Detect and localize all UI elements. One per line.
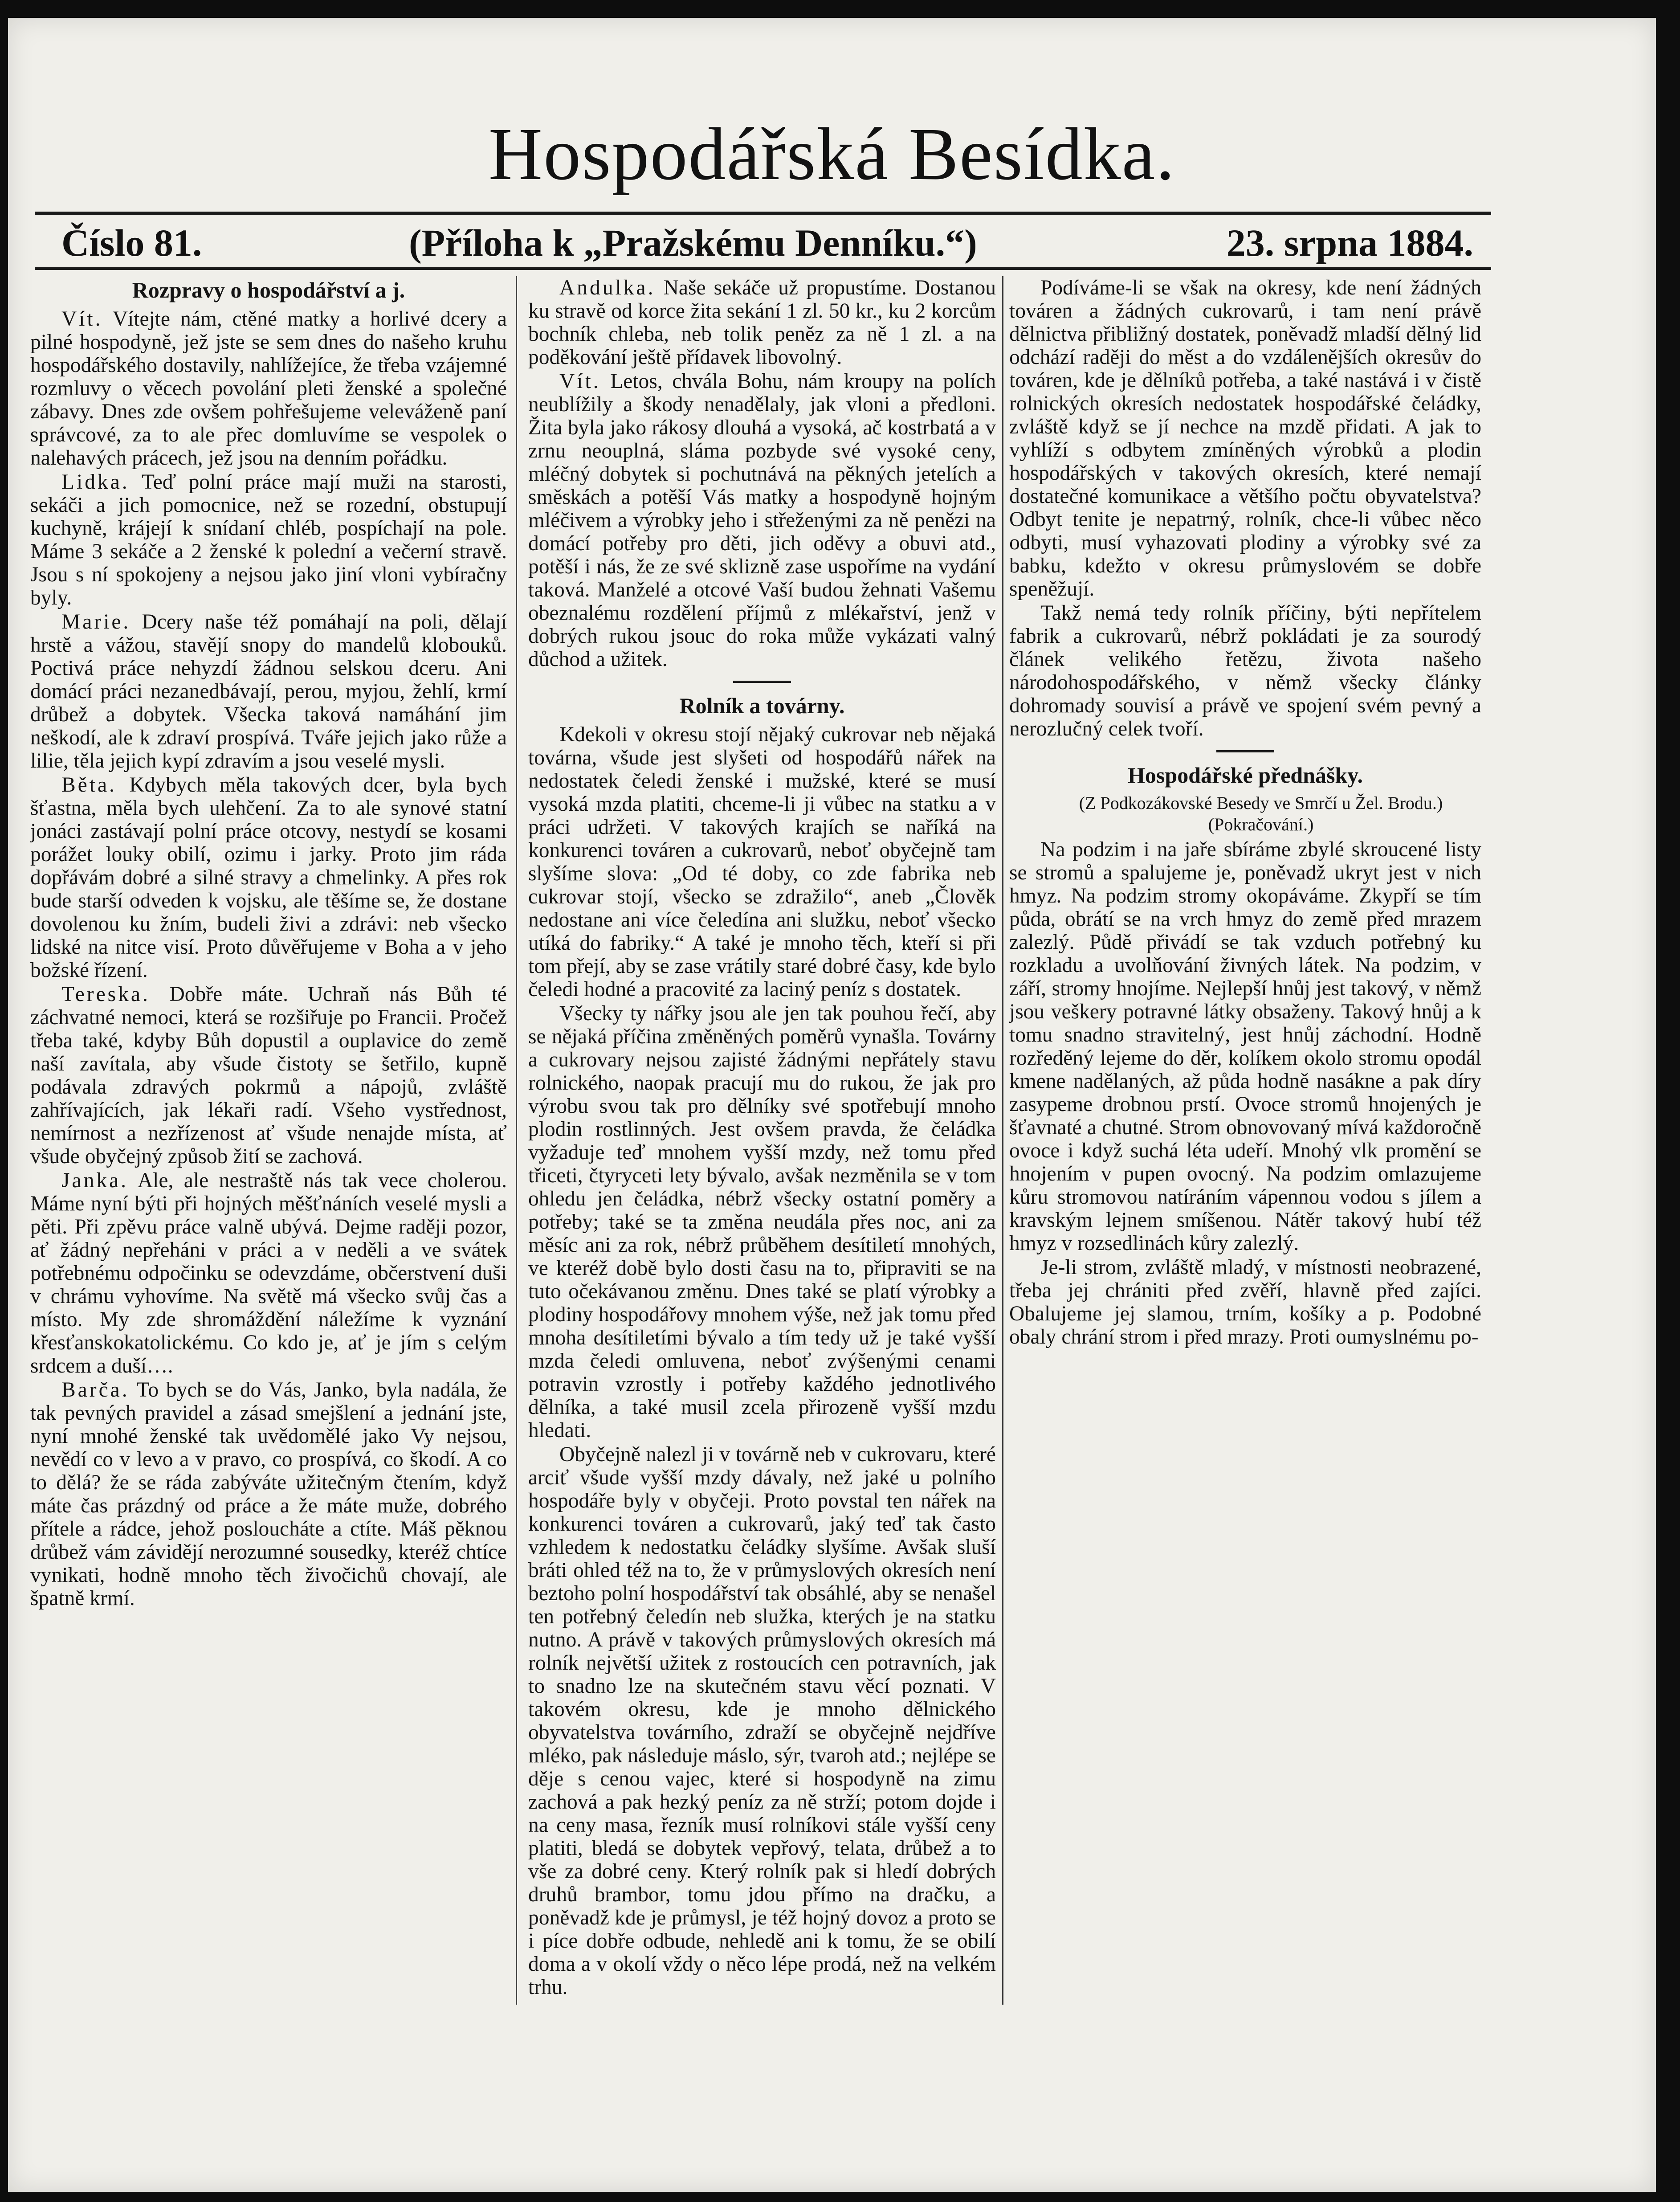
dialogue-text: Dcery naše též pomáhají na poli, dělají hrstě a vážou, stavějí snopy do mandelů klobouků. Poctivá práce nehyzdí žádnou selskou dceru. Ani domácí práci nezanedbávají, perou, myjou, žehlí, krmí drůbež a dobytek. Všecka taková namáhání jim neškodí, ale k zdraví prospívá. Tváře jejich jako růže a lilie, těla jejich kypí zdravím a jsou veselé mysli. — [30, 610, 507, 772]
dialogue-paragraph — [30, 983, 507, 1168]
dialogue-text: Ale, ale nestraště nás tak vece cholerou. Máme nyní býti při hojných měšťnáních veselé mysli a pěti. Při zpěvu práce valně ubývá. Dejme raději pozor, ať žádný nepřeháni v práci a v neděli a ve svátek potřebnému odpočinku se odevzdáme, občerstvení duši v chrámu vyhovíme. Na světě má všecko svůj čas a místo. My zde shromáždění náležíme k vyznání křesťanskokatolickému. Co kdo je, ať je jím s celým srdcem a duší…. — [30, 1169, 507, 1377]
article-source-note: (Z Podkozákovské Besedy ve Smrčí u Žel. Brodu.) — [1079, 793, 1443, 813]
article-separator — [1216, 750, 1274, 752]
article-paragraph: Podíváme-li se však na okresy, kde není žádných továren a žádných cukrovarů, i tam není právě dělnictva přibližný dostatek, poněvadž mladší dělný lid odchází raději do měst a do vzdálenějších okresův do továren, kde je dělníků potřeba, a také nastává i v čistě rolnických okresích nedostatek hospodářské čeládky, zvláště když se jí nechce na mzdě přidati. A jak to vyhlíží s odbytem zmíněných výrobků a plodin hospodářských v takových okresích, které nemají dostatečné komunikace a většího počtu obyvatelstva? Odbyt tenite je nepatrný, rolník, chce-li vůbec něco odbyti, musí vyhazovati plodiny a výrobky své za babku, kdežto v okresu průmyslovém se dobře speněžují. — [1009, 276, 1481, 601]
article-title-rozpravy: Rozpravy o hospodářství a j. — [132, 278, 405, 302]
dialogue-paragraph — [30, 1378, 507, 1610]
speaker-name: Běta. — [61, 773, 117, 797]
column-1 — [30, 276, 507, 2005]
article-separator — [733, 681, 791, 683]
speaker-name: Lidka. — [61, 470, 130, 494]
speaker-name: Janka. — [61, 1169, 129, 1192]
dialogue-text: Naše sekáče už propustíme. Dostanou ku stravě od korce žita sekání 1 zl. 50 kr., ku 2 korcům bochník chleba, neb tolik peněz za ně 1 zl. a na poděkování ještě přídavek libovolný. — [528, 276, 996, 369]
masthead-rule-top — [35, 212, 1491, 215]
article-title-prednasky: Hospodářské přednášky. — [1128, 763, 1363, 788]
issue-number: Číslo 81. — [61, 221, 202, 264]
article-paragraph: Na podzim i na jaře sbíráme zbylé skroucené listy se stromů a spalujeme je, poněvadž ukryt jest v nich hmyz. Na podzim stromy okopáváme. Zkypří se tím půda, obrátí se na vrch hmyz do země před mrazem zalezlý. Půdě přivádí se tak vzduch potřebný ku rozkladu a uvolňování živných látek. Na podzim, v září, stromy hnojíme. Nejlepší hnůj jest takový, v němž jsou veškery potravné látky obsaženy. Takový hnůj a k tomu snadno stravitelný, jest hnůj záchodní. Hodně rozředěný lejeme do děr, kolíkem okolo stromu opodál kmene nadělaných, až půda hodně nasákne a pak díry zasypeme drobnou prstí. Ovoce stromů hnojených je šťavnaté a chutné. Strom obnovovaný mívá každoročně ovoce i když suchá léta udeří. Mnohý vlk promění se hnojením v pupen ovocný. Na podzim omlazujeme kůru stromovou natíráním vápennou vodou s jílem a kravským lejnem smíšenou. Nátěr takový hubí též hmyz v rozsedlinách kůry zalezlý. — [1009, 838, 1481, 1255]
article-title-rolnik: Rolník a továrny. — [679, 693, 845, 718]
column-divider — [516, 276, 517, 2005]
dialogue-paragraph — [30, 1169, 507, 1377]
masthead-title: Hospodářská Besídka. — [488, 113, 1176, 196]
dialogue-text: To bych se do Vás, Janko, byla nadála, že tak pevných pravidel a zásad smejšlení a jednání jste, nyní mnohé ženské tak uvědomělé jako Vy nejsou, nevědí co v levo a v pravo, co prospívá, co škodí. A co to dělá? že se ráda zabýváte užitečným čtením, když máte čas prázdný od práce a že máte muže, dobrého přítele a rádce, jehož posloucháte a ctíte. Máš pěknou drůbež vám závidějí nerozumné sousedky, kteréž chtíce vynikati, hodně mnoho těch živočichů chovají, ale špatně krmí. — [30, 1378, 507, 1610]
issue-line — [61, 221, 1473, 270]
article-continuation-note: (Pokračování.) — [1208, 814, 1314, 834]
speaker-name: Vít. — [559, 370, 601, 393]
speaker-name: Andulka. — [559, 276, 656, 299]
dialogue-paragraph — [528, 370, 996, 671]
masthead-rule-bottom — [35, 267, 1491, 270]
dialogue-text: Dobře máte. Uchraň nás Bůh té záchvatné nemoci, která se rozšiřuje po Francii. Pročež třeba také, kdyby Bůh dopustil a ouplavice do země naší zavítala, aby všude čistoty se šetřilo, kupně podávala zdravých pokrmů a nápojů, zvláště zahřívajících, jak lékaři radí. Všeho vystřednost, nemírnost a nezřízenost ať všude nenajde místa, ať všude obyčejný způsob žití se zachová. — [30, 983, 507, 1168]
issue-date: 23. srpna 1884. — [1226, 221, 1473, 264]
article-paragraph: Obyčejně nalezl ji v továrně neb v cukrovaru, které arciť všude vyšší mzdy dávaly, než jaké u polního hospodáře byly v obyčeji. Proto povstal ten nářek na konkurenci továren a cukrovarů, jaký teď tak často vzhledem k nedostatku čeládky slyšíme. Avšak sluší bráti ohled též na to, že v průmyslových okresích není beztoho polní hospodářství tak obsáhlé, aby se nenašel ten potřebný čeledín neb služka, kterých je na statku nutno. A právě v takových průmyslových okresích má rolník největší užitek z rostoucích cen potravních, jak to snadno lze na skutečném stavu věcí poznati. V takovém okresu, kde je mnoho dělnického obyvatelstva továrního, zdraží se obyčejně nejdříve mléko, pak následuje máslo, sýr, tvaroh atd.; nejlépe se děje s cenou vajec, které si hospodyně na zimu zachová a pak hezký peníz za ně strží; potom dojde i na ceny masa, řezník musí rolníkovi stále vyšší ceny platiti, bledá se dobytek vepřový, telata, drůbež a to vše za dobré ceny. Který rolník pak si hledí dobrých druhů brambor, tomu jdou přímo na dračku, a poněvadž kde je průmysl, je též hojný dovoz a proto se i píce dobře odbude, nehledě ani k tomu, že se obilí doma a v okolí vždy o něco lépe prodá, než na velkém trhu. — [528, 1443, 996, 1999]
article-paragraph: Takž nemá tedy rolník příčiny, býti nepřítelem fabrik a cukrovarů, nébrž pokládati je za sourodý článek velikého řetězu, života našeho národohospodářského, v němž všecky články dohromady souvisí a právě ve spojení svém pevný a nerozlučný celek tvoří. — [1009, 601, 1481, 740]
column-divider — [1002, 276, 1003, 2005]
dialogue-paragraph — [528, 276, 996, 369]
dialogue-text: Teď polní práce mají muži na starosti, sekáči a jich pomocnice, než se rozední, obstupují kuchyně, krájejí k snídaní chléb, pospíchají na pole. Máme 3 sekáče a 2 ženské k polední a večerní stravě. Jsou s ní spokojeny a nejsou jako jiní vloni vybíračny byly. — [30, 470, 507, 609]
dialogue-text: Letos, chvála Bohu, nám kroupy na polích neublížily a škody nenadělaly, jak vloni a předloni. Žita byla jako rákosy dlouhá a vysoká, ač kostrbatá a v zrnu neouplná, sláma pozbyde své vysoké ceny, mléčný dobytek si pochutnává na pěkných jetelích a směskách a potěší Vás matky a hospodyně hojným mléčivem a výrobky jeho i střeženými za ně penězi na domácí potřeby pro děti, jich oděvy a obuvi atd., potěší i nás, že ze své sklizně zase uspoříme na vydání taková. Manželé a otcové Vaší budou žehnati Vašemu obeznalému rozdělení příjmů z mlékařství, jenž v dobrých rukou jsouc do roka může vykázati valný důchod a užitek. — [528, 370, 996, 671]
newspaper-page — [8, 18, 1656, 2192]
dialogue-paragraph — [30, 610, 507, 772]
dialogue-text: Vítejte nám, ctěné matky a horlivé dcery a pilné hospodyně, jež jste se sem dnes do našeho kruhu hospodářského dostavily, nahlížejíce, že třeba vzájemné rozmluvy o věcech povolání pleti ženské a společné zábavy. Dnes zde ovšem pohřešujeme veleváženě paní správcové, za to ale přec domluvíme se vespolek o nalehavých prácech, jež jsou na denním pořádku. — [30, 307, 507, 470]
dialogue-paragraph — [30, 307, 507, 470]
column-2 — [528, 276, 996, 2005]
dialogue-text: Kdybych měla takových dcer, byla bych šťastna, měla bych ulehčení. Za to ale synové statní jonáci zastávají polní práce otcovy, nestydí se kosami porážet louky obilí, ozimu i jarky. Proto jim ráda dopřávám dobré a silné stravy a chmelinky. A přes rok bude starší odveden k vojsku, ale těšíme se, že dostane dovolenou ku žním, budeli živi a zdrávi: neb všecko lidské na nitce visí. Proto důvěřujeme v Boha a v jeho božské řízení. — [30, 773, 507, 982]
speaker-name: Barča. — [61, 1378, 130, 1401]
article-paragraph: Kdekoli v okresu stojí nějaký cukrovar neb nějaká továrna, všude jest slyšeti od hospodářů nářek na nedostatek čeledi ženské i mužské, které se musí vysoká mzda platiti, chceme-li ji vůbec na statku a v práci udržeti. V takových krajích se naříká na konkurenci továren a cukrovarů, neboť obyčejně tam slyšíme slova: „Od té doby, co zde fabrika neb cukrovar stojí, všecko se zdražilo“, aneb „Člověk nedostane ani více čeledína ani služku, neboť všecko utíká do fabriky.“ A také je mnoho těch, kteří si při tom přejí, aby se zase vrátily staré dobré časy, kde bylo čeledi hodné a pracovité za laciný peníz s dostatek. — [528, 723, 996, 1001]
column-3 — [1009, 276, 1481, 2005]
speaker-name: Marie. — [61, 610, 131, 633]
issue-subtitle: (Příloha k „Pražskému Denníku.“) — [409, 221, 977, 264]
article-paragraph: Všecky ty nářky jsou ale jen tak pouhou řečí, aby se nějaká příčina změněných poměrů vynašla. Továrny a cukrovary nejsou zajisté žádnými nepřátely stavu rolnického, naopak pracují mu do rukou, že jak pro výrobu svou tak pro dělníky své spotřebují mnoho plodin rostlinných. Jest ovšem pravda, že čeládka vyžaduje teď mnohem vyšší mzdy, než tomu před třiceti, čtyryceti lety bývalo, avšak nezměnila se v tom ohledu jen čeládka, nébrž všecky ostatní poměry a potřeby; také se ta změna neudála přes noc, ani za měsíc ani za rok, nébrž průběhem desítiletí mnohých, ve kteréž době bylo dosti času na to, připraviti se na tuto očekávanou změnu. Dnes také se platí výrobky a plodiny hospodářovy mnohem výše, než jak tomu před mnoha desítiletími bývalo a tím tedy už je také vyšší mzda čeledi omluvena, neboť zvýšenými cenami potravin vzrostly i potřeby každého jednotlivého dělníka, a také musil zcela přirozeně vyšší mzdu hledati. — [528, 1002, 996, 1442]
speaker-name: Tereska. — [61, 983, 150, 1006]
dialogue-paragraph — [30, 773, 507, 982]
speaker-name: Vít. — [61, 307, 103, 331]
article-paragraph: Je-li strom, zvláště mladý, v místnosti neobrazené, třeba jej chrániti před zvěří, hlavně před zajíci. Obalujeme jej slamou, trním, košíky a p. Podobné obaly chrání strom i před mrazy. Proti oumyslnému po- — [1009, 1256, 1481, 1348]
dialogue-paragraph — [30, 470, 507, 609]
